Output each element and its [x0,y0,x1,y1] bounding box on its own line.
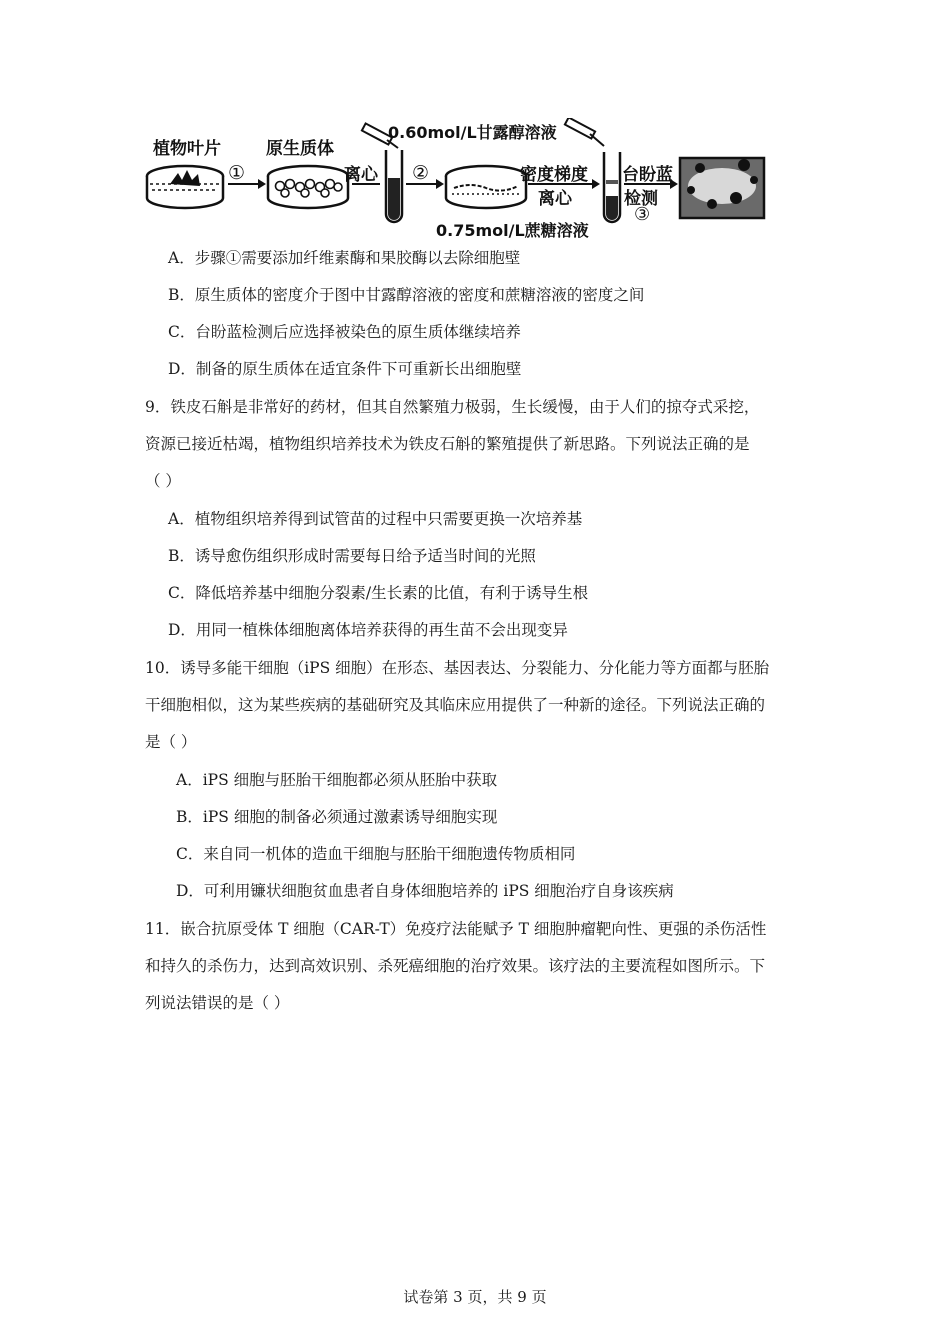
step1-label: ① [228,162,246,184]
q9-stem-line3: （ ） [145,472,181,490]
q10-stem-line2: 干细胞相似，这为某些疾病的基础研究及其临床应用提供了一种新的途径。下列说法正确的 [145,696,766,714]
centrifuge-tube-icon [386,150,402,222]
q8-option-a: A．步骤①需要添加纤维素酶和果胶酶以去除细胞壁 [168,249,521,267]
pipette-icon-2 [565,118,604,146]
trypan-label: 台盼蓝 [622,165,673,185]
leaf-dish-icon [147,166,223,208]
page-footer: 试卷第 3 页，共 9 页 [403,1288,547,1306]
microscope-field-image [680,158,764,218]
leaf-label: 植物叶片 [153,139,221,159]
q10-option-d: D．可利用镰状细胞贫血患者自身体细胞培养的 iPS 细胞治疗自身该疾病 [176,882,674,900]
q9-stem-line1: 9．铁皮石斛是非常好的药材，但其自然繁殖力极弱，生长缓慢，由于人们的掠夺式采挖， [145,398,760,416]
q9-option-c: C．降低培养基中细胞分裂素/生长素的比值，有利于诱导生根 [168,584,589,602]
q9-stem-line2: 资源已接近枯竭，植物组织培养技术为铁皮石斛的繁殖提供了新思路。下列说法正确的是 [145,435,750,453]
density-label: 密度梯度 [520,165,588,185]
gradient-dish-icon [446,166,526,208]
q9-option-a: A．植物组织培养得到试管苗的过程中只需要更换一次培养基 [168,510,583,528]
q10-option-c: C．来自同一机体的造血干细胞与胚胎干细胞遗传物质相同 [176,845,576,863]
q8-option-c: C．台盼蓝检测后应选择被染色的原生质体继续培养 [168,323,521,341]
protoplast-flow-figure [140,118,780,240]
protoplast-label: 原生质体 [266,139,334,159]
q10-stem-line3: 是（ ） [145,733,197,751]
q11-stem-line2: 和持久的杀伤力，达到高效识别、杀死癌细胞的治疗效果。该疗法的主要流程如图所示。下 [145,957,766,975]
q10-stem-line1: 10．诱导多能干细胞（iPS 细胞）在形态、基因表达、分裂能力、分化能力等方面都与胚胎 [145,659,770,677]
step3-label: ③ [634,204,651,225]
q8-option-b: B．原生质体的密度介于图中甘露醇溶液的密度和蔗糖溶液的密度之间 [168,286,645,304]
q10-option-b: B．iPS 细胞的制备必须通过激素诱导细胞实现 [176,808,498,826]
q10-option-a: A．iPS 细胞与胚胎干细胞都必须从胚胎中获取 [176,771,498,789]
sucrose-label: 0.75mol/L蔗糖溶液 [436,221,589,240]
q11-stem-line3: 列说法错误的是（ ） [145,994,290,1012]
centrifuge2-label: 离心 [538,189,572,209]
centrifuge1-label: 离心 [344,165,378,185]
gradient-tube-icon [604,152,620,222]
detect-label: 检测 [624,189,658,209]
q9-option-b: B．诱导愈伤组织形成时需要每日给予适当时间的光照 [168,547,536,565]
q9-option-d: D．用同一植株体细胞离体培养获得的再生苗不会出现变异 [168,621,568,639]
mannitol-label: 0.60mol/L甘露醇溶液 [388,123,557,142]
step2-label: ② [412,162,430,184]
q8-option-d: D．制备的原生质体在适宜条件下可重新长出细胞壁 [168,360,522,378]
protoplast-dish-icon [268,166,348,208]
q11-stem-line1: 11．嵌合抗原受体 T 细胞（CAR-T）免疫疗法能赋予 T 细胞肿瘤靶向性、更强的杀伤活性 [145,920,767,938]
